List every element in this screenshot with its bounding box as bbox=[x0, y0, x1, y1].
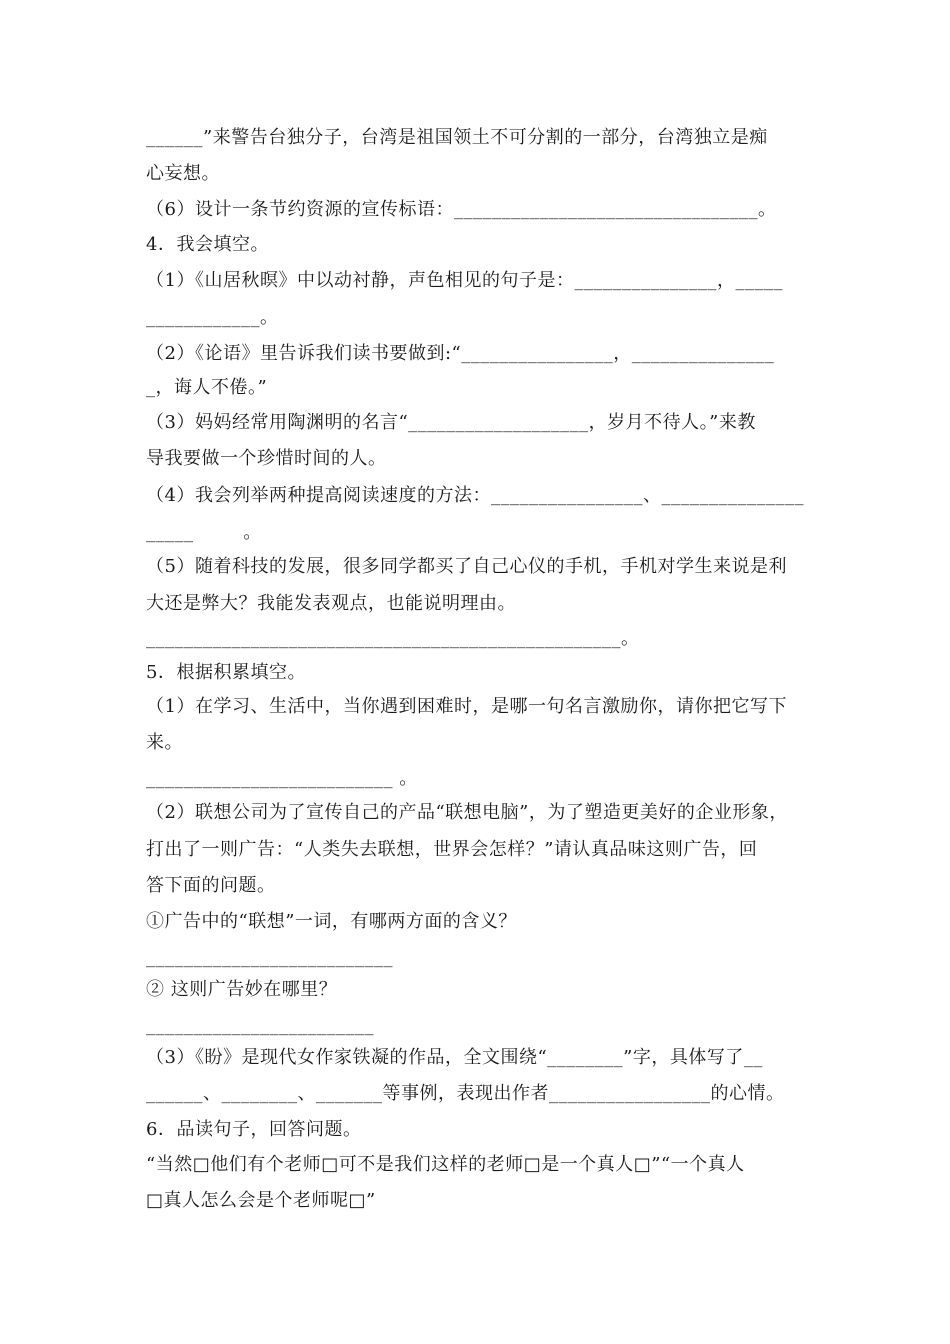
sub-question-1: ①广告中的“联想”一词，有哪两方面的含义？ bbox=[146, 911, 517, 932]
answer-blank: ________________________ bbox=[146, 1015, 374, 1036]
question-4-3: （3）妈妈经常用陶渊明的名言“___________________，岁月不待人。”来教 bbox=[146, 412, 756, 433]
answer-blank: __________________________________________________。 bbox=[146, 628, 640, 649]
text-line: 打出了一则广告：“人类失去联想，世界会怎样？”请认真品味这则广告，回 bbox=[146, 839, 758, 860]
question-4-2: （2）《论语》里告诉我们读书要做到:“________________，_______________ bbox=[146, 343, 775, 364]
question-4-5: （5）随着科技的发展，很多同学都买了自己心仪的手机，手机对学生来说是利 bbox=[146, 556, 787, 577]
text-line: _____ 。 bbox=[146, 522, 262, 543]
text-line: 大还是弊大？我能发表观点，也能说明理由。 bbox=[146, 593, 516, 614]
text-line: 答下面的问题。 bbox=[146, 875, 276, 896]
section-5-heading: 5．根据积累填空。 bbox=[146, 662, 306, 683]
question-5-2: （2）联想公司为了宣传自己的产品“联想电脑”，为了塑造更美好的企业形象， bbox=[146, 802, 788, 823]
section-4-heading: 4．我会填空。 bbox=[146, 234, 269, 255]
question-5-3: （3）《盼》是现代女作家铁凝的作品，全文围绕“________”字，具体写了__ bbox=[146, 1047, 763, 1068]
quote-line: □真人怎么会是个老师呢□” bbox=[146, 1190, 376, 1211]
text-line: ______、________、_______等事例，表现出作者_________________的心情。 bbox=[146, 1083, 785, 1104]
question-6-slogan: （6）设计一条节约资源的宣传标语：________________________________。 bbox=[146, 199, 777, 220]
text-line: ____________。 bbox=[146, 307, 279, 328]
question-5-1: （1）在学习、生活中，当你遇到困难时，是哪一句名言激励你，请你把它写下 bbox=[146, 696, 787, 717]
text-line: ______”来警告台独分子，台湾是祖国领土不可分割的一部分，台湾独立是痴 bbox=[146, 127, 768, 148]
quote-line: “当然□他们有个老师□可不是我们这样的老师□是一个真人□”“一个真人 bbox=[146, 1154, 745, 1175]
answer-blank: __________________________ bbox=[146, 947, 393, 968]
sub-question-2: ② 这则广告妙在哪里？ bbox=[146, 979, 338, 1000]
text-line: 来。 bbox=[146, 732, 183, 753]
question-4-1: （1）《山居秋暝》中以动衬静，声色相见的句子是：_______________，_____ bbox=[146, 270, 783, 291]
text-line: 导我要做一个珍惜时间的人。 bbox=[146, 448, 387, 469]
text-line: _，诲人不倦。” bbox=[146, 377, 268, 398]
answer-blank: __________________________ 。 bbox=[146, 768, 418, 789]
section-6-heading: 6．品读句子，回答问题。 bbox=[146, 1119, 362, 1140]
text-line: 心妄想。 bbox=[146, 163, 220, 184]
question-4-4: （4）我会列举两种提高阅读速度的方法：________________、_______________ bbox=[146, 485, 804, 506]
